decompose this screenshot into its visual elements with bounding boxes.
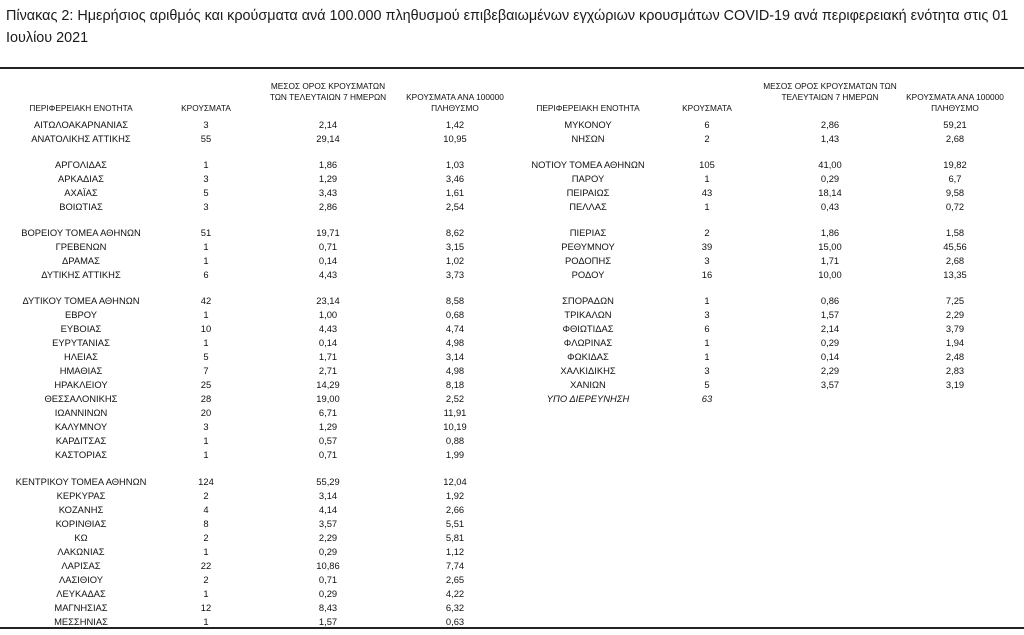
cell-cases: 1 <box>203 435 209 446</box>
cell-region: ΠΙΕΡΙΑΣ <box>569 227 607 238</box>
cell-region: ΡΕΘΥΜΝΟΥ <box>561 241 615 252</box>
cell-per100k: 3,79 <box>945 323 965 334</box>
cell-region: ΑΧΑΪΑΣ <box>64 187 98 198</box>
left-table-row <box>0 421 1024 433</box>
left-header-region: ΠΕΡΙΦΕΡΕΙΑΚΗ ΕΝΟΤΗΤΑ <box>29 103 133 113</box>
cell-region: ΚΑΛΥΜΝΟΥ <box>54 421 108 432</box>
right-table-row <box>0 309 1024 321</box>
cell-region: ΝΗΣΩΝ <box>571 133 605 144</box>
cell-region: ΛΑΣΙΘΙΟΥ <box>58 574 104 585</box>
cell-region: ΚΑΡΔΙΤΣΑΣ <box>55 435 107 446</box>
cell-avg7: 1,29 <box>318 173 338 184</box>
cell-per100k: 8,58 <box>445 295 465 306</box>
cell-avg7: 1,86 <box>820 227 840 238</box>
cell-cases: 1 <box>704 201 710 212</box>
cell-per100k: 2,65 <box>445 574 465 585</box>
cell-avg7: 0,57 <box>318 435 338 446</box>
cell-cases: 8 <box>203 518 209 529</box>
cell-avg7: 18,14 <box>818 187 842 198</box>
cell-cases: 1 <box>203 588 209 599</box>
cell-cases: 7 <box>203 365 209 376</box>
cell-per100k: 0,63 <box>445 616 465 627</box>
cell-per100k: 3,19 <box>945 379 965 390</box>
cell-avg7: 1,29 <box>318 421 338 432</box>
cell-cases: 2 <box>704 133 710 144</box>
cell-cases: 6 <box>203 269 209 280</box>
cell-cases: 2 <box>203 532 209 543</box>
cell-avg7: 1,43 <box>820 133 840 144</box>
cell-region: ΠΕΛΛΑΣ <box>569 201 607 212</box>
cell-cases: 12 <box>200 602 212 613</box>
cell-avg7: 8,43 <box>318 602 338 613</box>
cell-per100k: 4,74 <box>445 323 465 334</box>
cell-cases: 1 <box>203 159 209 170</box>
cell-per100k: 6,32 <box>445 602 465 613</box>
cell-cases: 22 <box>200 560 212 571</box>
cell-region: ΔΥΤΙΚΟΥ ΤΟΜΕΑ ΑΘΗΝΩΝ <box>22 295 140 306</box>
cell-region: ΧΑΛΚΙΔΙΚΗΣ <box>560 365 616 376</box>
cell-region: ΥΠΟ ΔΙΕΡΕΥΝΗΣΗ <box>546 393 630 404</box>
cell-avg7: 2,29 <box>318 532 338 543</box>
right-table-row <box>0 173 1024 185</box>
cell-region: ΑΡΓΟΛΙΔΑΣ <box>55 159 107 170</box>
cell-cases: 10 <box>200 323 212 334</box>
cell-region: ΚΑΣΤΟΡΙΑΣ <box>54 449 108 460</box>
cell-avg7: 0,14 <box>820 351 840 362</box>
right-header-avg7: ΜΕΣΟΣ ΟΡΟΣ ΚΡΟΥΣΜΑΤΩΝ ΤΩΝ ΤΕΛΕΥΤΑΙΩΝ 7 ΗΜΕΡΩΝ <box>763 81 897 102</box>
cell-region: ΓΡΕΒΕΝΩΝ <box>55 241 107 252</box>
cell-avg7: 3,57 <box>820 379 840 390</box>
cell-region: ΗΜΑΘΙΑΣ <box>59 365 103 376</box>
cell-per100k: 2,68 <box>945 133 965 144</box>
cell-region: ΕΒΡΟΥ <box>64 309 97 320</box>
right-table-row <box>0 393 1024 405</box>
cell-avg7: 2,14 <box>820 323 840 334</box>
cell-avg7: 19,00 <box>316 393 340 404</box>
cell-cases: 5 <box>203 351 209 362</box>
right-table-row <box>0 365 1024 377</box>
cell-region: ΠΑΡΟΥ <box>571 173 605 184</box>
cell-cases: 3 <box>704 255 710 266</box>
right-table-row <box>0 323 1024 335</box>
right-table-row <box>0 159 1024 171</box>
left-table-row <box>0 560 1024 572</box>
cell-avg7: 3,14 <box>318 490 338 501</box>
left-table-row <box>0 476 1024 488</box>
cell-avg7: 2,86 <box>318 201 338 212</box>
cell-per100k: 0,88 <box>445 435 465 446</box>
cell-cases: 1 <box>203 241 209 252</box>
cell-cases: 1 <box>704 337 710 348</box>
cell-avg7: 0,29 <box>820 337 840 348</box>
cell-per100k: 19,82 <box>943 159 967 170</box>
cell-avg7: 2,14 <box>318 119 338 130</box>
cell-per100k: 2,52 <box>445 393 465 404</box>
right-table-row <box>0 227 1024 239</box>
cell-cases: 2 <box>203 490 209 501</box>
cell-per100k: 2,54 <box>445 201 465 212</box>
right-table-row <box>0 295 1024 307</box>
cell-cases: 6 <box>704 119 710 130</box>
cell-region: ΜΥΚΟΝΟΥ <box>564 119 612 130</box>
cell-avg7: 4,43 <box>318 323 338 334</box>
cell-avg7: 15,00 <box>818 241 842 252</box>
cell-per100k: 9,58 <box>945 187 965 198</box>
cell-per100k: 5,81 <box>445 532 465 543</box>
cell-per100k: 2,68 <box>945 255 965 266</box>
cell-avg7: 10,86 <box>316 560 340 571</box>
cell-region: ΛΑΡΙΣΑΣ <box>61 560 101 571</box>
cell-avg7: 41,00 <box>818 159 842 170</box>
cell-avg7: 2,86 <box>820 119 840 130</box>
cell-avg7: 0,29 <box>318 588 338 599</box>
top-rule <box>0 67 1024 69</box>
cell-region: ΕΥΒΟΙΑΣ <box>60 323 102 334</box>
cell-cases: 1 <box>704 351 710 362</box>
cell-cases: 20 <box>200 407 212 418</box>
cell-avg7: 3,57 <box>318 518 338 529</box>
cell-cases: 3 <box>704 309 710 320</box>
cell-avg7: 1,86 <box>318 159 338 170</box>
cell-region: ΦΩΚΙΔΑΣ <box>567 351 609 362</box>
cell-region: ΝΟΤΙΟΥ ΤΟΜΕΑ ΑΘΗΝΩΝ <box>531 159 645 170</box>
cell-avg7: 29,14 <box>316 133 340 144</box>
cell-cases: 1 <box>203 616 209 627</box>
cell-region: ΣΠΟΡΑΔΩΝ <box>562 295 614 306</box>
cell-per100k: 4,98 <box>445 365 465 376</box>
cell-cases: 5 <box>203 187 209 198</box>
cell-avg7: 0,71 <box>318 449 338 460</box>
left-table-row <box>0 546 1024 558</box>
cell-region: ΛΕΥΚΑΔΑΣ <box>56 588 106 599</box>
cell-per100k: 1,61 <box>445 187 465 198</box>
cell-avg7: 3,43 <box>318 187 338 198</box>
cell-cases: 4 <box>203 504 209 515</box>
cell-cases: 1 <box>704 295 710 306</box>
cell-per100k: 45,56 <box>943 241 967 252</box>
left-table-row <box>0 504 1024 516</box>
cell-region: ΡΟΔΟΥ <box>571 269 605 280</box>
cell-avg7: 1,57 <box>820 309 840 320</box>
right-header-per100k: ΚΡΟΥΣΜΑΤΑ ΑΝΑ 100000 ΠΛΗΘΥΣΜΟ <box>906 92 1004 113</box>
cell-region: ΦΛΩΡΙΝΑΣ <box>563 337 613 348</box>
cell-region: ΒΟΙΩΤΙΑΣ <box>59 201 103 212</box>
cell-region: ΚΟΖΑΝΗΣ <box>58 504 104 515</box>
cell-per100k: 2,66 <box>445 504 465 515</box>
cell-avg7: 4,14 <box>318 504 338 515</box>
left-table-row <box>0 435 1024 447</box>
left-table-row <box>0 490 1024 502</box>
cell-cases: 39 <box>701 241 713 252</box>
cell-cases: 28 <box>200 393 212 404</box>
cell-cases: 1 <box>203 546 209 557</box>
cell-region: ΔΥΤΙΚΗΣ ΑΤΤΙΚΗΣ <box>41 269 121 280</box>
cell-per100k: 1,03 <box>445 159 465 170</box>
cell-avg7: 19,71 <box>316 227 340 238</box>
cell-per100k: 3,15 <box>445 241 465 252</box>
cell-cases: 42 <box>200 295 212 306</box>
left-header-per100k: ΚΡΟΥΣΜΑΤΑ ΑΝΑ 100000 ΠΛΗΘΥΣΜΟ <box>406 92 504 113</box>
cell-per100k: 8,62 <box>445 227 465 238</box>
cell-cases: 51 <box>200 227 212 238</box>
cell-per100k: 2,29 <box>945 309 965 320</box>
cell-avg7: 55,29 <box>316 476 340 487</box>
cell-per100k: 0,72 <box>945 201 965 212</box>
cell-avg7: 0,29 <box>318 546 338 557</box>
cell-avg7: 0,14 <box>318 337 338 348</box>
cell-per100k: 1,42 <box>445 119 465 130</box>
cell-per100k: 8,18 <box>445 379 465 390</box>
cell-per100k: 2,83 <box>945 365 965 376</box>
left-table-row <box>0 588 1024 600</box>
table-caption: Πίνακας 2: Ημερήσιος αριθμός και κρούσματα ανά 100.000 πληθυσμού επιβεβαιωμένων εγχώριων κρουσμάτων COVID-19 ανά περιφερειακή ενότητα στις 01 Ιουλίου 2021 <box>6 8 1009 46</box>
cell-per100k: 11,91 <box>443 407 467 418</box>
cell-avg7: 23,14 <box>316 295 340 306</box>
cell-cases: 2 <box>704 227 710 238</box>
bottom-rule <box>0 627 1024 629</box>
cell-per100k: 0,68 <box>445 309 465 320</box>
cell-avg7: 0,71 <box>318 241 338 252</box>
cell-region: ΑΙΤΩΛΟΑΚΑΡΝΑΝΙΑΣ <box>33 119 129 130</box>
cell-cases: 6 <box>704 323 710 334</box>
cell-per100k: 1,02 <box>445 255 465 266</box>
cell-region: ΗΡΑΚΛΕΙΟΥ <box>54 379 108 390</box>
cell-cases: 3 <box>203 421 209 432</box>
cell-region: ΙΩΑΝΝΙΝΩΝ <box>54 407 108 418</box>
right-table-row <box>0 119 1024 131</box>
left-header-cases: ΚΡΟΥΣΜΑΤΑ <box>181 103 231 113</box>
cell-avg7: 1,57 <box>318 616 338 627</box>
cell-avg7: 0,71 <box>318 574 338 585</box>
right-table-row <box>0 351 1024 363</box>
right-table-row <box>0 133 1024 145</box>
left-table-row <box>0 574 1024 586</box>
left-table-row <box>0 518 1024 530</box>
cell-per100k: 13,35 <box>943 269 967 280</box>
right-table-row <box>0 201 1024 213</box>
cell-cases: 1 <box>203 449 209 460</box>
cell-avg7: 14,29 <box>316 379 340 390</box>
cell-per100k: 1,99 <box>445 449 465 460</box>
cell-avg7: 10,00 <box>818 269 842 280</box>
cell-per100k: 2,48 <box>945 351 965 362</box>
cell-cases: 16 <box>701 269 713 280</box>
cell-per100k: 1,94 <box>945 337 965 348</box>
cell-region: ΜΑΓΝΗΣΙΑΣ <box>54 602 108 613</box>
cell-region: ΤΡΙΚΑΛΩΝ <box>564 309 612 320</box>
cell-avg7: 0,29 <box>820 173 840 184</box>
cell-per100k: 10,19 <box>443 421 467 432</box>
cell-region: ΑΡΚΑΔΙΑΣ <box>58 173 104 184</box>
cell-per100k: 6,7 <box>948 173 962 184</box>
cell-per100k: 4,22 <box>445 588 465 599</box>
cell-cases: 3 <box>203 201 209 212</box>
cell-cases: 63 <box>701 393 713 404</box>
cell-per100k: 3,46 <box>445 173 465 184</box>
cell-region: ΘΕΣΣΑΛΟΝΙΚΗΣ <box>44 393 118 404</box>
cell-avg7: 0,14 <box>318 255 338 266</box>
cell-per100k: 7,74 <box>445 560 465 571</box>
left-header-avg7: ΜΕΣΟΣ ΟΡΟΣ ΚΡΟΥΣΜΑΤΩΝ ΤΩΝ ΤΕΛΕΥΤΑΙΩΝ 7 ΗΜΕΡΩΝ <box>269 81 387 102</box>
cell-avg7: 4,43 <box>318 269 338 280</box>
cell-avg7: 1,71 <box>318 351 338 362</box>
cell-region: ΒΟΡΕΙΟΥ ΤΟΜΕΑ ΑΘΗΝΩΝ <box>21 227 141 238</box>
right-table-row <box>0 255 1024 267</box>
right-table-row <box>0 241 1024 253</box>
cell-per100k: 5,51 <box>445 518 465 529</box>
cell-per100k: 10,95 <box>443 133 467 144</box>
cell-cases: 1 <box>203 255 209 266</box>
cell-per100k: 4,98 <box>445 337 465 348</box>
right-header-region: ΠΕΡΙΦΕΡΕΙΑΚΗ ΕΝΟΤΗΤΑ <box>536 103 640 113</box>
cell-region: ΜΕΣΣΗΝΙΑΣ <box>54 616 108 627</box>
cell-per100k: 7,25 <box>945 295 965 306</box>
cell-per100k: 3,73 <box>445 269 465 280</box>
cell-cases: 25 <box>200 379 212 390</box>
right-table-row <box>0 269 1024 281</box>
cell-region: ΡΟΔΟΠΗΣ <box>564 255 612 266</box>
cell-cases: 43 <box>701 187 713 198</box>
right-table-row <box>0 379 1024 391</box>
cell-cases: 3 <box>203 119 209 130</box>
cell-avg7: 2,29 <box>820 365 840 376</box>
cell-avg7: 0,43 <box>820 201 840 212</box>
cell-avg7: 6,71 <box>318 407 338 418</box>
cell-region: ΕΥΡΥΤΑΝΙΑΣ <box>52 337 110 348</box>
cell-cases: 3 <box>203 173 209 184</box>
left-table-row <box>0 602 1024 614</box>
left-table-row <box>0 532 1024 544</box>
cell-region: ΠΕΙΡΑΙΩΣ <box>566 187 610 198</box>
cell-region: ΚΩ <box>74 532 88 543</box>
right-table-row <box>0 337 1024 349</box>
left-table-row <box>0 449 1024 461</box>
cell-per100k: 1,12 <box>445 546 465 557</box>
cell-cases: 1 <box>203 309 209 320</box>
cell-avg7: 1,00 <box>318 309 338 320</box>
cell-cases: 1 <box>704 173 710 184</box>
cell-avg7: 2,71 <box>318 365 338 376</box>
cell-cases: 1 <box>203 337 209 348</box>
cell-avg7: 1,71 <box>820 255 840 266</box>
cell-cases: 124 <box>198 476 214 487</box>
cell-cases: 3 <box>704 365 710 376</box>
left-table-row <box>0 407 1024 419</box>
cell-cases: 5 <box>704 379 710 390</box>
cell-per100k: 1,58 <box>945 227 965 238</box>
cell-per100k: 3,14 <box>445 351 465 362</box>
cell-cases: 105 <box>699 159 715 170</box>
right-table-row <box>0 187 1024 199</box>
cell-per100k: 59,21 <box>943 119 967 130</box>
cell-region: ΗΛΕΙΑΣ <box>64 351 98 362</box>
cell-avg7: 0,86 <box>820 295 840 306</box>
cell-region: ΚΕΝΤΡΙΚΟΥ ΤΟΜΕΑ ΑΘΗΝΩΝ <box>15 476 147 487</box>
cell-region: ΦΘΙΩΤΙΔΑΣ <box>562 323 614 334</box>
cell-cases: 2 <box>203 574 209 585</box>
cell-region: ΑΝΑΤΟΛΙΚΗΣ ΑΤΤΙΚΗΣ <box>31 133 131 144</box>
cell-region: ΚΕΡΚΥΡΑΣ <box>56 490 106 501</box>
cell-region: ΧΑΝΙΩΝ <box>570 379 606 390</box>
cell-per100k: 1,92 <box>445 490 465 501</box>
right-header-cases: ΚΡΟΥΣΜΑΤΑ <box>682 103 732 113</box>
cell-per100k: 12,04 <box>443 476 467 487</box>
cell-region: ΚΟΡΙΝΘΙΑΣ <box>55 518 107 529</box>
cell-cases: 55 <box>200 133 212 144</box>
cell-region: ΔΡΑΜΑΣ <box>62 255 100 266</box>
cell-region: ΛΑΚΩΝΙΑΣ <box>57 546 105 557</box>
